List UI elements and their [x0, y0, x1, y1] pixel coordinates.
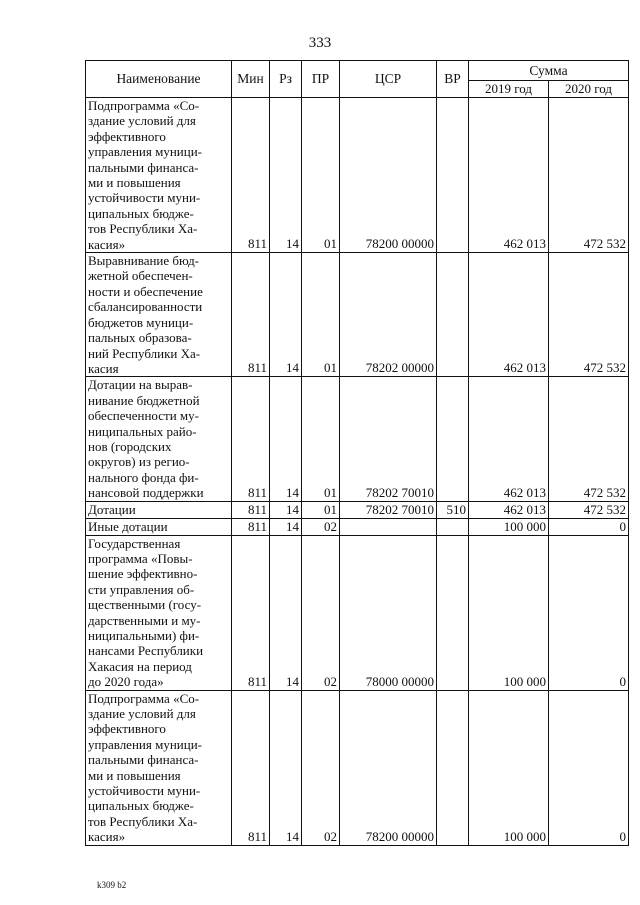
- cell-y2020: 0: [549, 535, 629, 690]
- header-rz: Рз: [270, 61, 302, 98]
- cell-name: Выравнивание бюд- жетной обеспечен- ности и обеспечение сбалансированности бюджетов муници- пальных образова- ний Республики Ха- касия: [86, 253, 232, 377]
- cell-y2019: 100 000: [469, 535, 549, 690]
- table-row: [86, 501, 629, 518]
- cell-csr: 78202 00000: [340, 253, 437, 377]
- cell-y2020: 472 532: [549, 253, 629, 377]
- cell-vr: [437, 377, 469, 501]
- cell-rz: 14: [270, 518, 302, 535]
- cell-min: 811: [232, 535, 270, 690]
- table-row: [86, 253, 629, 377]
- cell-y2020: 0: [549, 518, 629, 535]
- cell-y2020: 472 532: [549, 98, 629, 253]
- cell-y2020: 0: [549, 690, 629, 845]
- cell-y2019: 462 013: [469, 501, 549, 518]
- cell-csr: 78000 00000: [340, 535, 437, 690]
- cell-rz: 14: [270, 535, 302, 690]
- cell-y2020: 472 532: [549, 501, 629, 518]
- cell-y2019: 100 000: [469, 518, 549, 535]
- cell-name: Иные дотации: [86, 518, 232, 535]
- cell-pr: 01: [302, 98, 340, 253]
- cell-pr: 02: [302, 535, 340, 690]
- cell-csr: 78202 70010: [340, 377, 437, 501]
- header-sum: Сумма: [469, 61, 629, 81]
- cell-pr: 01: [302, 253, 340, 377]
- table-row: [86, 535, 629, 690]
- cell-rz: 14: [270, 377, 302, 501]
- cell-pr: 01: [302, 377, 340, 501]
- cell-vr: [437, 98, 469, 253]
- table-row: [86, 518, 629, 535]
- cell-rz: 14: [270, 501, 302, 518]
- cell-name: Дотации на вырав- нивание бюджетной обеспеченности му- ниципальных райо- нов (городских округов) из регио- нального фонда фи- нансовой поддержки: [86, 377, 232, 501]
- footer-code: k309 b2: [97, 880, 127, 890]
- cell-name: Дотации: [86, 501, 232, 518]
- table-row: [86, 98, 629, 253]
- cell-name: Государственная программа «Повы- шение эффективно- сти управления об- щественными (госу- дарственными и му- ниципальными) фи- нансами Республики Хакасия на период до 2020 года»: [86, 535, 232, 690]
- cell-min: 811: [232, 501, 270, 518]
- header-csr: ЦСР: [340, 61, 437, 98]
- cell-min: 811: [232, 518, 270, 535]
- cell-name: Подпрограмма «Со- здание условий для эффективного управления муници- пальными финанса- ми и повышения устойчивости муни- ципальных бюдже- тов Республики Ха- касия»: [86, 690, 232, 845]
- cell-y2019: 100 000: [469, 690, 549, 845]
- cell-pr: 01: [302, 501, 340, 518]
- cell-pr: 02: [302, 518, 340, 535]
- cell-y2019: 462 013: [469, 377, 549, 501]
- cell-vr: [437, 690, 469, 845]
- cell-y2019: 462 013: [469, 98, 549, 253]
- cell-vr: 510: [437, 501, 469, 518]
- cell-csr: 78200 00000: [340, 98, 437, 253]
- cell-min: 811: [232, 98, 270, 253]
- header-min: Мин: [232, 61, 270, 98]
- cell-min: 811: [232, 690, 270, 845]
- cell-vr: [437, 535, 469, 690]
- header-pr: ПР: [302, 61, 340, 98]
- cell-rz: 14: [270, 690, 302, 845]
- budget-table: [85, 60, 629, 846]
- cell-name: Подпрограмма «Со- здание условий для эффективного управления муници- пальными финанса- ми и повышения устойчивости муни- ципальных бюдже- тов Республики Ха- касия»: [86, 98, 232, 253]
- table-row: [86, 377, 629, 501]
- cell-csr: 78202 70010: [340, 501, 437, 518]
- cell-y2020: 472 532: [549, 377, 629, 501]
- header-vr: ВР: [437, 61, 469, 98]
- cell-min: 811: [232, 377, 270, 501]
- cell-vr: [437, 518, 469, 535]
- cell-pr: 02: [302, 690, 340, 845]
- cell-csr: [340, 518, 437, 535]
- page-number: 333: [308, 35, 332, 51]
- cell-csr: 78200 00000: [340, 690, 437, 845]
- header-2019: 2019 год: [469, 81, 549, 98]
- cell-rz: 14: [270, 98, 302, 253]
- table-row: [86, 690, 629, 845]
- cell-rz: 14: [270, 253, 302, 377]
- cell-vr: [437, 253, 469, 377]
- cell-min: 811: [232, 253, 270, 377]
- cell-y2019: 462 013: [469, 253, 549, 377]
- header-name: Наименование: [86, 61, 232, 98]
- header-2020: 2020 год: [549, 81, 629, 98]
